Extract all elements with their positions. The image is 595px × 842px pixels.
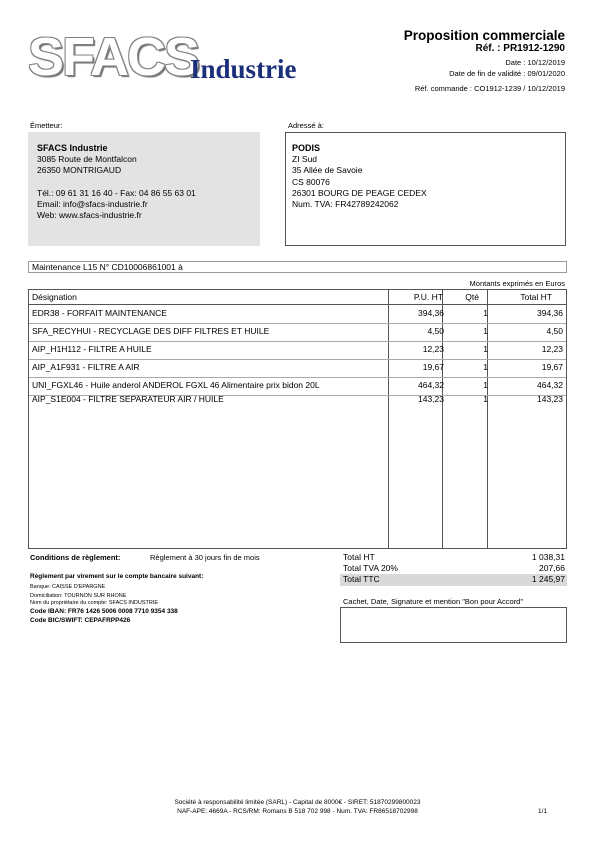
signature-label: Cachet, Date, Signature et mention "Bon pour Accord" [343,597,524,606]
currency-note: Montants exprimés en Euros [469,279,565,288]
total-tva-row [340,563,567,575]
table-row [29,305,566,324]
total-ttc-row [340,574,567,586]
row-pu: 4,50 [427,326,444,336]
issuer-address1: 3085 Route de Montfalcon [37,154,137,164]
bic-code: Code BIC/SWIFT: CEPAFRPP426 [30,617,131,624]
footer-line2: NAF-APE: 4669A - RCS/RM: Romans B 518 702 998 - Num. TVA: FR86518702998 [177,808,418,815]
row-total: 12,23 [541,344,563,354]
issuer-address2: 26350 MONTRIGAUD [37,165,122,175]
table-row [29,323,566,342]
total-ttc-value: 1 245,97 [531,574,565,584]
bank-domiciliation: Domiciliation: TOURNON SUR RHONE [30,593,127,599]
recipient-line3: CS 80076 [292,177,330,187]
row-pu: 464,32 [418,380,444,390]
header-qty: Qté [465,292,479,302]
row-qty: 1 [483,362,488,372]
row-designation: EDR38 - FORFAIT MAINTENANCE [32,308,167,318]
row-pu: 12,23 [422,344,444,354]
company-logo-industrie: Industrie [190,54,297,84]
table-row [29,341,566,360]
row-total: 464,32 [537,380,563,390]
total-ht-label: Total HT [343,552,375,562]
items-table [28,289,567,549]
payment-conditions-label: Conditions de règlement: [30,553,121,562]
document-date: Date : 10/12/2019 [505,58,565,67]
transfer-label: Règlement par virement sur le compte bancaire suivant: [30,573,204,580]
header-total: Total HT [520,292,552,302]
issuer-box [28,132,260,246]
table-row [29,359,566,378]
recipient-name: PODIS [292,143,321,153]
row-pu: 143,23 [418,394,444,404]
recipient-box [285,132,566,246]
row-pu: 394,36 [418,308,444,318]
table-row [29,391,566,409]
row-designation: UNI_FGXL46 - Huile anderol ANDEROL FGXL 46 Alimentaire prix bidon 20L [32,380,320,390]
row-qty: 1 [483,326,488,336]
payment-conditions-value: Règlement à 30 jours fin de mois [150,553,260,562]
row-qty: 1 [483,394,488,404]
order-reference: Réf. commande : CO1912-1239 / 10/12/2019 [414,84,565,93]
table-header [29,290,566,305]
issuer-name: SFACS Industrie [37,143,108,153]
row-qty: 1 [483,344,488,354]
row-designation: SFA_RECYHUI - RECYCLAGE DES DIFF FILTRES ET HUILE [32,326,270,336]
total-tva-value: 207,66 [539,563,565,573]
header-designation: Désignation [32,292,77,302]
recipient-vat: Num. TVA: FR42789242062 [292,199,399,209]
footer-line1: Société à responsabilité limitée (SARL) - Capital de 8000€ - SIRET: 51870299800023 [174,799,421,806]
account-owner: Nom du propriétaire du compte: SFACS INDUSTRIE [30,600,159,606]
signature-box[interactable] [340,607,567,643]
header-pu: P.U. HT [413,292,443,302]
row-qty: 1 [483,380,488,390]
issuer-phone: Tél.: 09 61 31 16 40 - Fax: 04 86 55 63 01 [37,188,196,198]
issuer-label: Émetteur: [30,121,63,130]
row-total: 394,36 [537,308,563,318]
row-qty: 1 [483,308,488,318]
row-pu: 19,67 [422,362,444,372]
page-number: 1/1 [537,808,547,815]
row-total: 19,67 [541,362,563,372]
issuer-web[interactable]: Web: www.sfacs-industrie.fr [37,210,142,220]
issuer-email[interactable]: Email: info@sfacs-industrie.fr [37,199,148,209]
recipient-line2: 35 Allée de Savoie [292,165,363,175]
row-total: 4,50 [546,326,563,336]
iban-code: Code IBAN: FR76 1426 5006 0008 7710 9354 338 [30,608,178,615]
document-reference: Réf. : PR1912-1290 [475,43,565,54]
subject-line: Maintenance L15 N° CD10006861001 à [28,261,567,273]
row-designation: AIP_H1H112 - FILTRE A HUILE [32,344,152,354]
recipient-line4: 26301 BOURG DE PEAGE CEDEX [292,188,427,198]
total-tva-label: Total TVA 20% [343,563,398,573]
company-logo-sfacs: SFACS [28,27,199,87]
document-title: Proposition commerciale [403,28,565,43]
total-ht-value: 1 038,31 [531,552,565,562]
row-designation: AIP_A1F931 - FILTRE A AIR [32,362,140,372]
recipient-label: Adressé à: [288,121,324,130]
recipient-line1: ZI Sud [292,154,318,164]
total-ttc-label: Total TTC [343,574,380,584]
validity-date: Date de fin de validité : 09/01/2020 [449,69,565,78]
row-total: 143,23 [537,394,563,404]
total-ht-row [340,552,567,564]
bank-name: Banque: CAISSE D'EPARGNE [30,584,106,590]
row-designation: AIP_S1E004 - FILTRE SEPARATEUR AIR / HUILE [32,394,224,404]
